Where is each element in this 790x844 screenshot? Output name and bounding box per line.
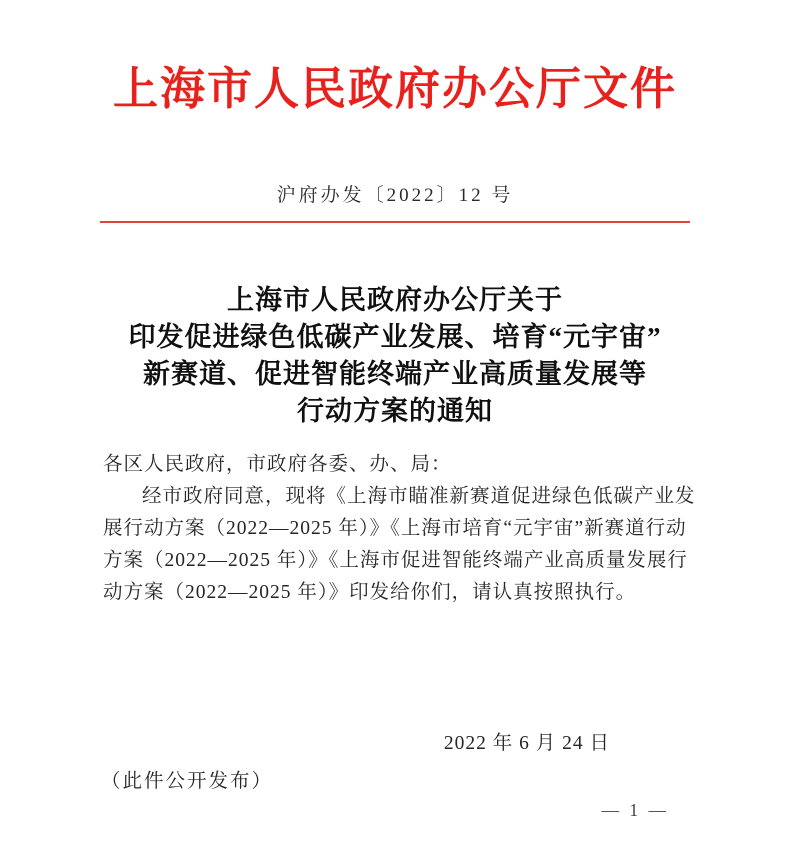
notice-title (0, 282, 790, 430)
salutation-line: 各区人民政府，市政府各委、办、局： (103, 454, 452, 475)
document-reference-number: 沪府办发〔2022〕12 号 (276, 185, 514, 206)
notice-body (103, 449, 703, 609)
body-text-line: 动方案（2022—2025 年）》印发给你们，请认真按照执行。 (103, 582, 637, 603)
notice-title-line: 上海市人民政府办公厅关于 (227, 285, 563, 315)
public-release-note: （此件公开发布） (101, 771, 274, 792)
issue-date: 2022 年 6 月 24 日 (443, 733, 610, 754)
red-letterhead-title: 上海市人民政府办公厅文件 (112, 64, 677, 114)
page-number: — 1 — (601, 800, 669, 820)
body-text-line: 展行动方案（2022—2025 年）》《上海市培育“元宇宙”新赛道行动 (103, 518, 687, 539)
red-divider-line (100, 221, 690, 223)
body-text-line: 方案（2022—2025 年）》《上海市促进智能终端产业高质量发展行 (103, 550, 688, 571)
body-text-line: 经市政府同意，现将《上海市瞄准新赛道促进绿色低碳产业发 (142, 486, 696, 507)
notice-title-line: 印发促进绿色低碳产业发展、培育“元宇宙” (128, 322, 662, 352)
notice-title-line: 行动方案的通知 (297, 396, 493, 426)
notice-title-line: 新赛道、促进智能终端产业高质量发展等 (143, 359, 647, 389)
